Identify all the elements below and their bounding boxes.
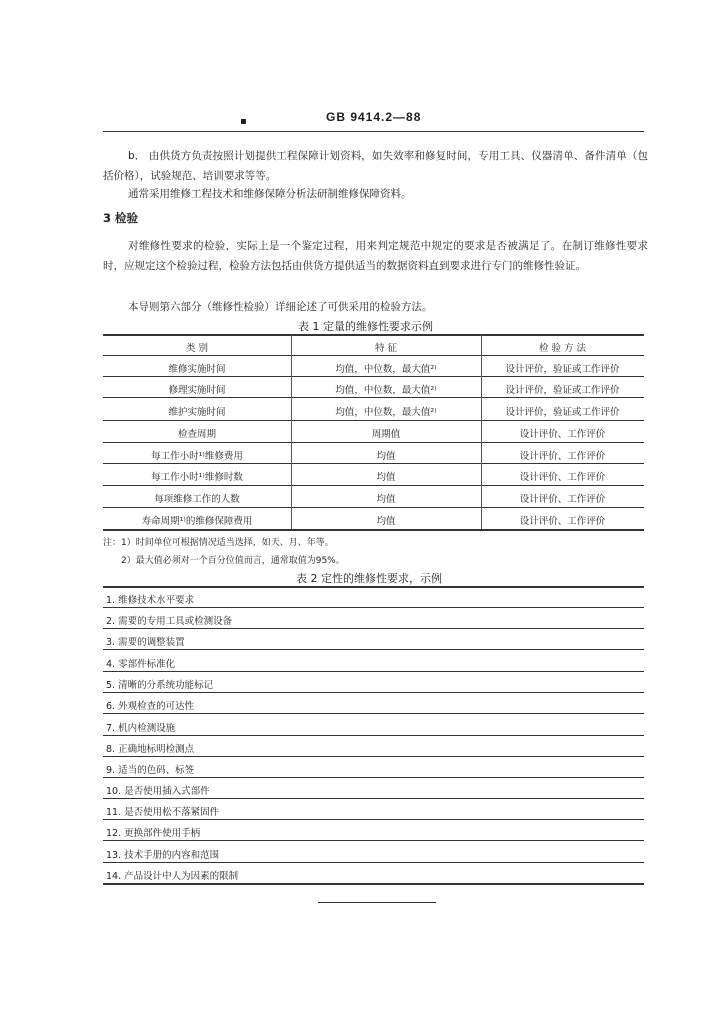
table2-item: 4. 零部件标准化 bbox=[106, 659, 176, 670]
paragraph-usual: 通常采用维修工程技术和维修保障分析法研制维修保障资料。 bbox=[128, 188, 412, 200]
table2-item: 5. 清晰的分系统功能标记 bbox=[106, 680, 214, 691]
table1-cell: 设计评价，验证或工作评价 bbox=[505, 364, 620, 375]
table1-cell: 均值，中位数，最大值²⁾ bbox=[335, 385, 437, 396]
table1-note-2: 2）最大值必须对一个百分位值而言，通常取值为95%。 bbox=[121, 556, 345, 566]
table1-cell: 均值，中位数，最大值²⁾ bbox=[335, 364, 437, 375]
table1-header-feature: 特 征 bbox=[374, 343, 398, 354]
standard-number: GB 9414.2—88 bbox=[326, 110, 422, 124]
table1-cell: 设计评价、工作评价 bbox=[519, 516, 606, 527]
table2-item: 7. 机内检测设施 bbox=[106, 723, 176, 734]
table2-item: 8. 正确地标明检测点 bbox=[106, 744, 195, 755]
table1-cell: 寿命周期¹⁾的维修保障费用 bbox=[141, 516, 253, 527]
table1-cell: 修理实施时间 bbox=[168, 385, 226, 396]
table2-item: 6. 外观检查的可达性 bbox=[106, 701, 195, 712]
table1-cell: 均值 bbox=[376, 494, 396, 505]
table2-item: 14. 产品设计中人为因素的限制 bbox=[106, 871, 239, 882]
table2-item: 2. 需要的专用工具或检测设备 bbox=[106, 616, 233, 627]
table2-caption: 表 2 定性的维修性要求，示例 bbox=[296, 572, 442, 585]
table1-cell: 每工作小时¹⁾维修费用 bbox=[151, 451, 243, 462]
table1-cell: 设计评价，验证或工作评价 bbox=[505, 385, 620, 396]
section-3-heading: 3 检验 bbox=[103, 211, 139, 225]
table2-item: 9. 适当的色码、标签 bbox=[106, 765, 195, 776]
table1-header-method: 检 验 方 法 bbox=[538, 343, 587, 354]
table1-cell: 均值，中位数，最大值²⁾ bbox=[335, 407, 437, 418]
table1-cell: 每项维修工作的人数 bbox=[154, 494, 240, 505]
table1-cell: 周期值 bbox=[371, 429, 401, 440]
table1-caption: 表 1 定量的维修性要求示例 bbox=[298, 320, 433, 333]
paragraph-b-item: b． 由供货方负责按照计划提供工程保障计划资料，如失效率和修复时间，专用工具、仪器清单、备件清单（包括价格），试验规范、培训要求等等。 bbox=[103, 150, 648, 182]
table1-note-1: 注：1）时间单位可根据情况适当选择，如天、月、年等。 bbox=[103, 538, 334, 548]
table1-cell: 均值 bbox=[376, 516, 396, 527]
table1-cell: 设计评价、工作评价 bbox=[519, 429, 606, 440]
table2-item: 13. 技术手册的内容和范围 bbox=[106, 850, 220, 861]
table2-item: 1. 维修技术水平要求 bbox=[106, 595, 195, 606]
footer-rule bbox=[318, 902, 436, 903]
table1-cell: 设计评价、工作评价 bbox=[519, 472, 606, 483]
table2-item: 12. 更换部件使用手柄 bbox=[106, 828, 201, 839]
table2-item: 10. 是否使用插入式部件 bbox=[106, 786, 210, 797]
table1-cell: 设计评价，验证或工作评价 bbox=[505, 407, 620, 418]
table1-header-category: 类 别 bbox=[185, 343, 209, 354]
table1-cell: 维护实施时间 bbox=[168, 407, 226, 418]
table1-cell: 均值 bbox=[376, 472, 396, 483]
table1-cell: 设计评价、工作评价 bbox=[519, 494, 606, 505]
table1-cell: 检查周期 bbox=[177, 429, 216, 440]
header-rule bbox=[103, 131, 644, 132]
paragraph-inspection: 对维修性要求的检验，实际上是一个鉴定过程，用来判定规范中规定的要求是否被满足了。在制订维修性要求时，应规定这个检验过程，检验方法包括由供货方提供适当的数据资料直到要求进行专门的维修性验证。 bbox=[103, 240, 648, 272]
table1-cell: 设计评价、工作评价 bbox=[519, 451, 606, 462]
table1-cell: 每工作小时¹⁾维修时数 bbox=[151, 472, 243, 483]
table2-item: 11. 是否使用松不落紧固件 bbox=[106, 807, 220, 818]
header-mark: ▪ bbox=[240, 116, 247, 127]
table2-item: 3. 需要的调整装置 bbox=[106, 637, 185, 648]
table1-cell: 均值 bbox=[376, 451, 396, 462]
table1-cell: 维修实施时间 bbox=[168, 364, 226, 375]
paragraph-methods: 本导则第六部分（维修性检验）详细论述了可供采用的检验方法。 bbox=[128, 301, 433, 313]
